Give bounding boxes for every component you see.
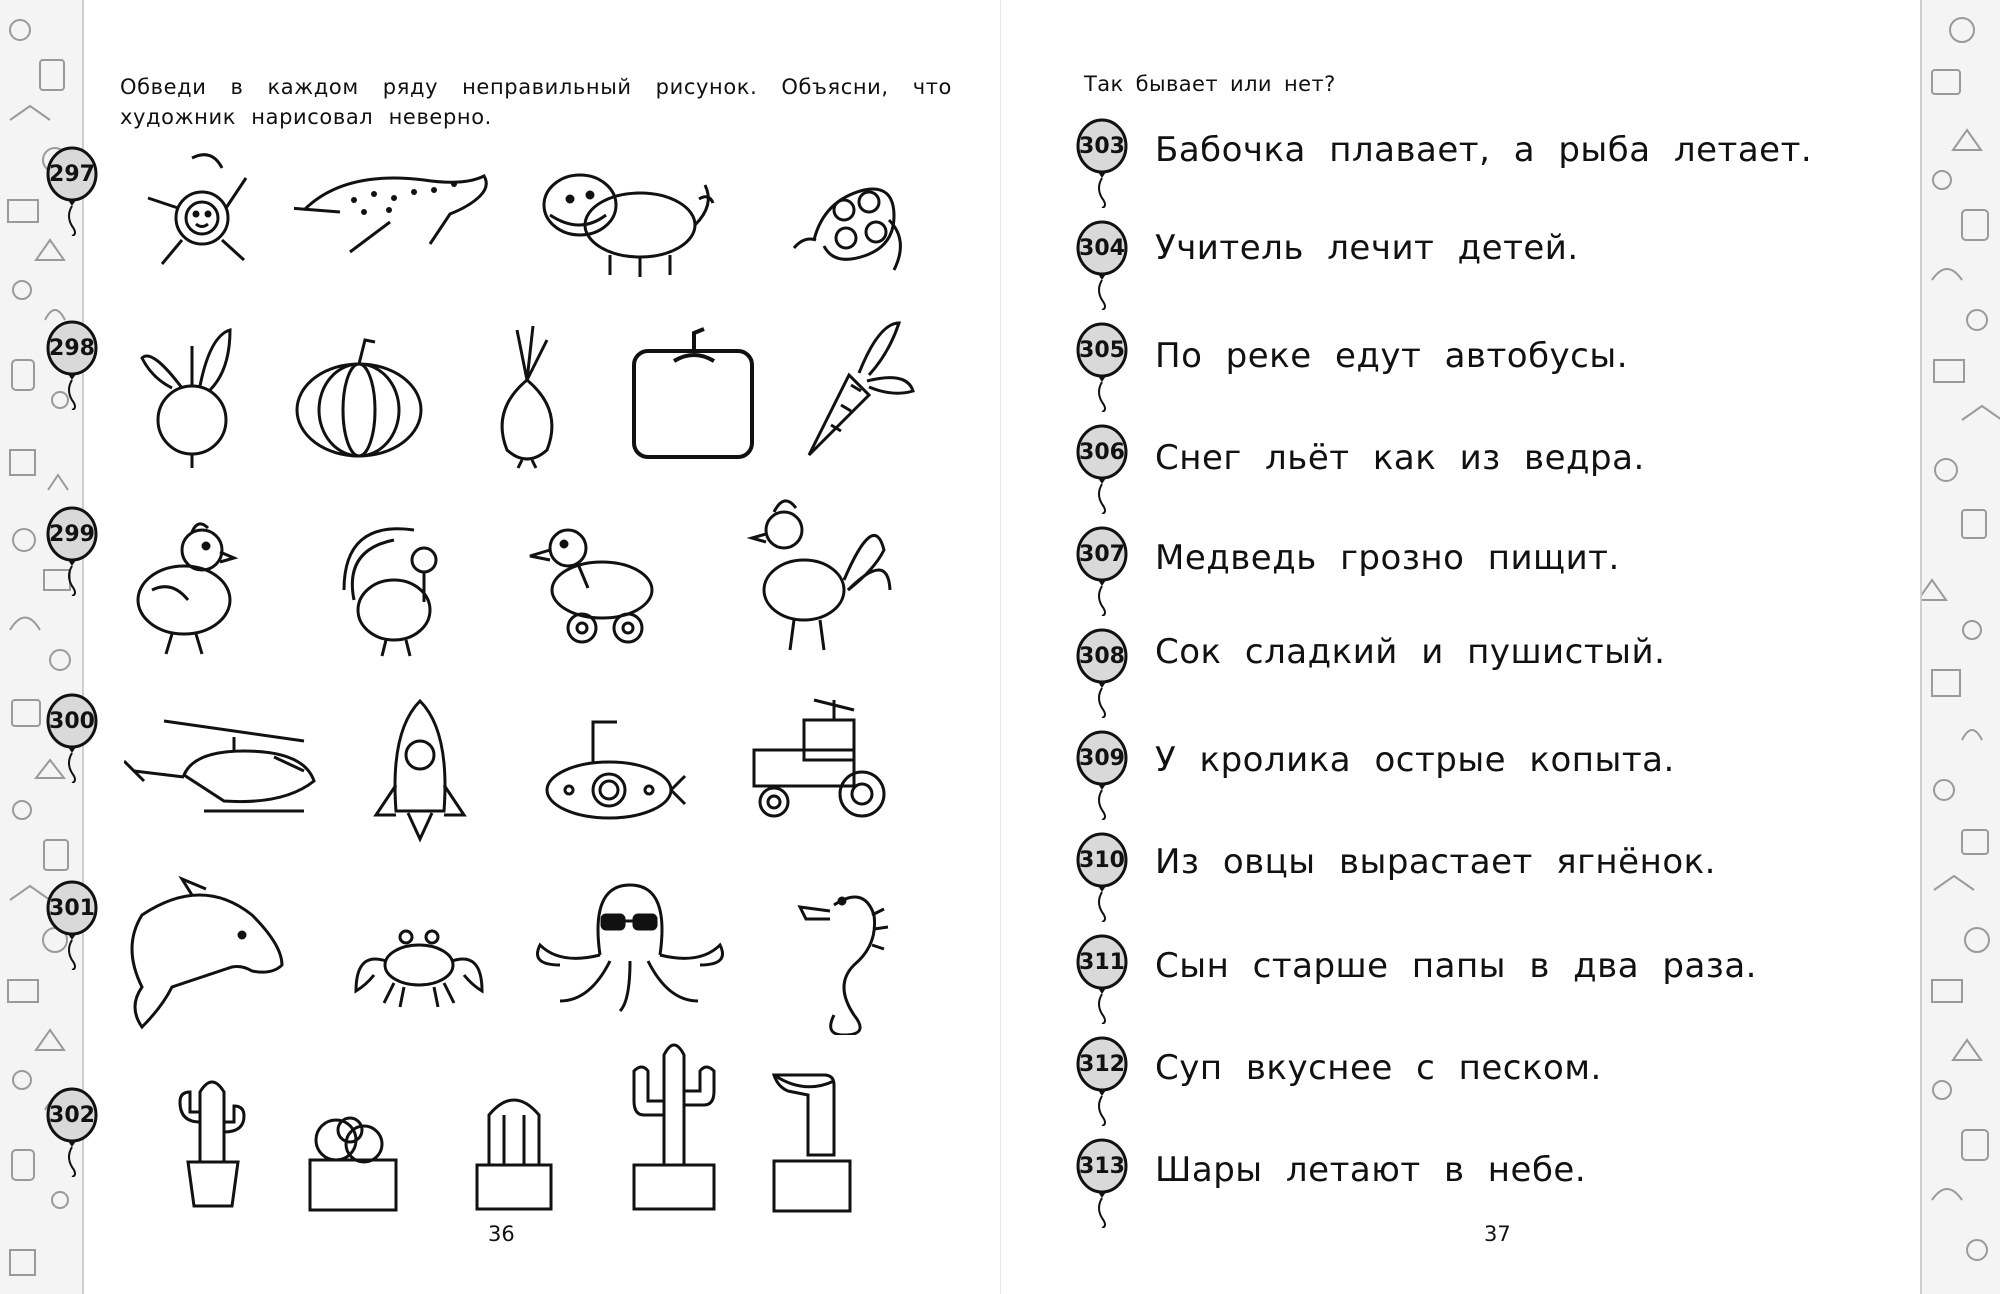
balloon-icon (1074, 934, 1130, 1024)
task-number-label: 310 (1079, 848, 1125, 873)
carrot-picture (789, 315, 919, 465)
task-number-299 (44, 506, 100, 596)
task-number-label: 304 (1079, 236, 1125, 261)
balloon-icon (44, 506, 100, 596)
statement-text: Сын старше папы в два раза. (1155, 946, 1757, 986)
balloon-icon (1074, 118, 1130, 208)
statement-text: По реке едут автобусы. (1155, 336, 1629, 376)
square-tomato-picture (624, 325, 764, 465)
cactus-picture (168, 1052, 258, 1212)
statement-text: Учитель лечит детей. (1155, 228, 1579, 268)
cactus-pot-picture (304, 1100, 404, 1215)
task-number-label: 303 (1079, 134, 1125, 159)
balloon-icon (1074, 322, 1130, 412)
task-number-310 (1074, 832, 1130, 922)
task-number-label: 308 (1079, 644, 1125, 669)
task-number-300 (44, 693, 100, 783)
statement-text: Снег льёт как из ведра. (1155, 438, 1645, 478)
statement-text: Бабочка плавает, а рыба летает. (1155, 130, 1813, 170)
leopard-picture (294, 150, 494, 260)
task-number-label: 309 (1079, 746, 1125, 771)
submarine-picture (539, 700, 699, 830)
balloon-icon (1074, 1036, 1130, 1126)
balloon-icon (1074, 1138, 1130, 1228)
statement-text: Медведь грозно пищит. (1155, 538, 1620, 578)
page-number-right: 37 (1484, 1222, 1511, 1246)
dolphin-picture (122, 875, 292, 1035)
beet-picture (122, 320, 252, 470)
right-doodle-border (1920, 0, 2000, 1294)
balloon-icon (44, 880, 100, 970)
monkey-picture (122, 148, 272, 278)
task-number-label: 307 (1079, 542, 1125, 567)
task-number-307 (1074, 526, 1130, 616)
pumpkin-picture (284, 335, 434, 465)
seahorse-picture (784, 875, 894, 1035)
task-number-306 (1074, 424, 1130, 514)
left-page (49, 0, 1004, 1294)
onion-picture (482, 320, 572, 470)
balloon-icon (1074, 424, 1130, 514)
task-number-label: 306 (1079, 440, 1125, 465)
task-number-312 (1074, 1036, 1130, 1126)
balloon-icon (1074, 730, 1130, 820)
task-number-label: 311 (1079, 950, 1125, 975)
rocket-picture (366, 695, 476, 845)
task-number-297 (44, 146, 100, 236)
statement-text: Из овцы вырастает ягнёнок. (1155, 842, 1716, 882)
hippo-picture (530, 155, 720, 285)
task-number-302 (44, 1087, 100, 1177)
turkey-picture (324, 510, 474, 660)
cactus-picture (624, 1035, 724, 1215)
task-number-311 (1074, 934, 1130, 1024)
balloon-icon (44, 320, 100, 410)
task-number-label: 300 (49, 709, 95, 734)
task-number-304 (1074, 220, 1130, 310)
task-number-label: 301 (49, 896, 95, 921)
balloon-icon (1074, 628, 1130, 718)
crab-picture (344, 905, 494, 1015)
balloon-icon (1074, 220, 1130, 310)
balloon-icon (44, 146, 100, 236)
task-number-308 (1074, 628, 1130, 718)
statement-text: Суп вкуснее с песком. (1155, 1048, 1602, 1088)
balloon-icon (44, 693, 100, 783)
snake-picture (784, 160, 914, 280)
task-number-309 (1074, 730, 1130, 820)
statement-text: Шары летают в небе. (1155, 1150, 1587, 1190)
right-instruction: Так бывает или нет? (1084, 72, 1336, 96)
tractor-with-propeller-picture (744, 690, 894, 830)
hen-picture (122, 510, 252, 660)
task-number-label: 305 (1079, 338, 1125, 363)
duck-on-wheels-picture (520, 510, 670, 650)
octopus-with-glasses-picture (530, 875, 730, 1015)
task-number-label: 298 (49, 336, 95, 361)
task-number-313 (1074, 1138, 1130, 1228)
boot-in-pot-picture (764, 1065, 864, 1215)
left-instruction: Обведи в каждом ряду неправильный рисунок. Объясни, что художник нарисовал неверно. (120, 75, 952, 129)
task-number-label: 297 (49, 162, 95, 187)
task-number-label: 302 (49, 1103, 95, 1128)
task-number-303 (1074, 118, 1130, 208)
balloon-icon (1074, 832, 1130, 922)
task-number-305 (1074, 322, 1130, 412)
statement-text: Сок сладкий и пушистый. (1155, 632, 1666, 672)
page-number-left: 36 (488, 1222, 515, 1246)
cactus-picture (469, 1085, 559, 1215)
rooster-picture (744, 490, 894, 660)
balloon-icon (1074, 526, 1130, 616)
right-page (1004, 0, 1920, 1294)
doodle-pattern-icon (1922, 0, 2000, 1294)
task-number-label: 299 (49, 522, 95, 547)
task-number-298 (44, 320, 100, 410)
task-number-label: 313 (1079, 1154, 1125, 1179)
task-number-301 (44, 880, 100, 970)
helicopter-picture (124, 715, 334, 825)
page-gutter (1000, 0, 1001, 1294)
balloon-icon (44, 1087, 100, 1177)
statement-text: У кролика острые копыта. (1155, 740, 1675, 780)
task-number-label: 312 (1079, 1052, 1125, 1077)
